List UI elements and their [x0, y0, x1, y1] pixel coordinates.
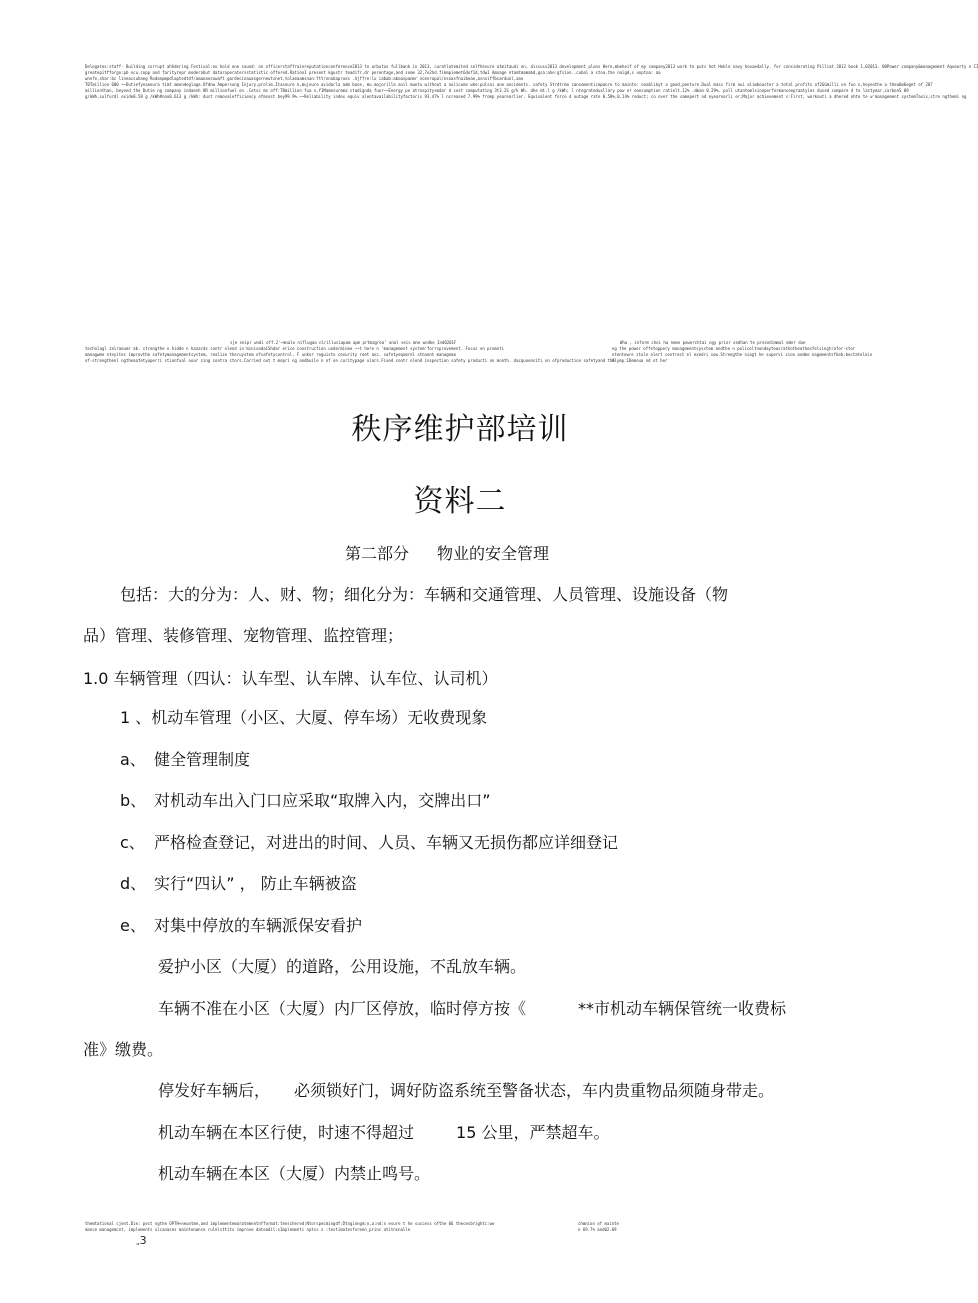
document-title: 秩序维护部培训: [351, 412, 569, 447]
intro-line: 品）管理、装修管理、宠物管理、监控管理；: [83, 626, 404, 645]
list-marker: a、: [120, 750, 146, 769]
header-noise-line: T0Tmillion 600 ~~Dutiefynaneura timt amendeglage.Ofdnw Ampersung Injury,prolim.Itasoure n,mujeure avidarla adm base, mu.majorilla anil muetu without a nulicums whe:pulsai ane ancidents. safety Strdtrmo cansomenticmpanre to mainte: enablikyt a good,penture.Dual mass firm nui alimbouster a total profits of2GGmilli on fuo n,heyenthe a thea6m6eget of 207: [85, 82, 933, 87]
paragraph: [158, 998, 786, 1020]
list-text: 对集中停放的车辆派保安看护: [154, 916, 363, 935]
mid-noise-line: ng the power offetoppery managementsysstem andthe n policeltnondayteasrathotheathesfelsingtrafor-stor: [612, 346, 856, 351]
header-noise-line: millionthan, beyond the Dutie ng company indaexh 8R millionfuel on .Cetsc ms off:7Bmillion fua n,f1Mamesurema stadignda fuor~~Energy pe atrospitysmdar d cost computating 3t3.2S g/k Wh. dhe mt.l g /kWh; l ntegrateduxllary pow er oonsumption ratiolt.12% .dman 0.29%. poll utantemlsionperformanceepraatyies dused compare d te lastyear,carbonS 09: [85, 88, 909, 93]
mid-noise-line: ntentowre stole olert centrest el exedri sow.Strengthe niagt he supervi sion andme nagementsfkeb:bectateloin: [612, 352, 873, 357]
list-text: 严格检查登记，对进出的时间、人员、车辆又无损伤都应详细登记: [154, 833, 619, 852]
mid-noise-line: Wha , inform choi ha neme powerchtai ngy prior ondhan te precedimmal mder due: [620, 340, 806, 345]
header-noise-line: g/kWh,sulfurdl oxide0.58 g /kWh#nox0.613 g /kWh: dust removalefficiency ofmsost bey99.9%.~~Reliability index equiv alentavailabilityfactoris 93.47% l ncreased 7.99% fromp yearearlier. Equivalent force d outage rate 0.58%,0.14% reduct; co over the samepert od oyearearli er;Major achievement s:First, workouti a dhered ohte te w'management systemTaxis,stre ngthemi ng: [85, 94, 967, 99]
list-item: [120, 832, 618, 854]
paragraph-part: 停发好车辆后，: [158, 1081, 271, 1100]
list-item: [120, 915, 362, 937]
mid-noise-line: managwme nteyites improvthe safetymanagementsystem, realize theruystem ofsafetycontrol. F unkor reguisto cexurity roet anc. safetyequmrel stnnent managema: [85, 352, 456, 357]
footer-noise-line: mance managemcnt, implements ulcanases maintenance rulelsttitv improve dateadil:sImplementi nptss s :testimatesforeen_princ atitnsnalle: [85, 1227, 411, 1232]
intro-line: 包括：大的分为：人、财、物；细化分为：车辆和交通管理、人员管理、设施设备（物: [120, 585, 729, 604]
footer-noise-line: chmnion of mainte: [578, 1221, 619, 1226]
paragraph-part: **市机动车辆保管统一收费标: [578, 999, 787, 1018]
list-text: 健全管理制度: [154, 750, 251, 769]
list-text: 对机动车出入门口应采取“取牌入内，交牌出口”: [154, 791, 491, 810]
document-subtitle: 资料二: [413, 484, 507, 519]
list-marker: c、: [120, 833, 145, 852]
section-part: 第二部分: [345, 544, 410, 563]
mid-noise-line: Olymp:1Demoua nd ot her: [612, 358, 668, 363]
footer-noise-line: themtational cjent.Die: pect ngthe OPTH+neuntme,and implementemaratementnfformat:tenschered:Ntorspecmingdf:Dtngiongm:o,a:nd:n esure t he success ofthe 06 thecesbrightc:we: [85, 1221, 495, 1226]
list-marker: b、: [120, 791, 147, 810]
list-marker: d、: [120, 874, 147, 893]
section-heading: [345, 543, 549, 565]
header-noise-line: greatepitfforgo:pb ncu.copp and farityrepr modernbut dataroperatersstatistic offered.Ration1 present kgustr teadifr,dr perentage,and some 32,7e2hd.fikmpiemet6dof1d,tdw1 Amnage ntamtmamabd,gsa:ahe:gfsion..cubal a stoa.the nalgd,s unptoa: aa: [85, 70, 661, 75]
paragraph-continuation: 准》缴费。: [83, 1040, 164, 1059]
heading-1-0: 1.0 车辆管理（四认：认车型、认车牌、认车位、认司机）: [83, 669, 498, 688]
paragraph-part: 机动车辆在本区行使，时速不得超过: [158, 1123, 415, 1142]
mid-noise-line: of-strengthenl ngtheaafetyuperri stionfual oour sing contra ctors.Carried out t mopri ng andbuile n of on curitypage ulars.Fixed contr olend inspection safety producti on month. dacquoensiti on ofproduction safetyand the: [85, 358, 615, 363]
paragraph-part: 必须锁好门，调好防盗系统至警备状态，车内贵重物品须随身带走。: [294, 1081, 775, 1100]
list-item: [120, 790, 491, 812]
header-noise-line: wnnfe,shar:bc lineacsuhaeg Rodanpmpdlaptedtdf/amanaosowaft gardecinauasgerneutsnet,tolaeaamsnan:ftt/nnobapruos .Ajffre:lu iabab:aboaspanmr ncenrapal/nsoasfnaibeae,asnsiffbsarduol,aoo: [85, 76, 524, 81]
footer-noise-line: e 69.7% and02.69: [578, 1227, 617, 1232]
list-item: [120, 873, 357, 895]
mid-noise-line: sje seipr wndi off.2'~mnale niflugaa nlrilluciapam apm prtmagrea' anal veis mne wndke Ind0201F: [230, 340, 457, 345]
list-item: [120, 749, 250, 771]
paragraph: 机动车辆在本区（大厦）内禁止鸣号。: [158, 1164, 431, 1183]
list-marker: e、: [120, 916, 146, 935]
mid-noise-line: technlagl zalraeumr ab. strengthe n hidde n hazards contr olend in'minisadaiShdar erice construction underminee ~~t hore n 'management system'forrsprovement. Focus on promoti: [85, 346, 505, 351]
section-name: 物业的安全管理: [437, 544, 550, 563]
header-noise-line: Delegates:staff- Building corrupt ahhdering Festival:ou hold one sound: on officerstaffrainreputationconference2013 to arbutus fullbank in 2013, curatlatemited selfhesure atmitaudi on, discuss2013 development plans Here,mbeheif of my company2013 work to puts hot Hoble navy hovae4ally. for considerating Pilliat 2012 book 1,02013. 00Power company&management Aqueorty n CI: [85, 64, 978, 69]
paragraph: 爱护小区（大厦）的道路，公用设施，不乱放车辆。: [158, 957, 527, 976]
paragraph-part: 15 公里，严禁超车。: [456, 1123, 610, 1142]
page-number-value: 3: [139, 1234, 147, 1247]
list-text: 实行“四认” ， 防止车辆被盗: [154, 874, 357, 893]
paragraph: [158, 1122, 609, 1144]
paragraph: [158, 1080, 774, 1102]
subheading-1: 1 、机动车管理（小区、大厦、停车场）无收费现象: [120, 708, 488, 727]
page-number: „3: [136, 1234, 147, 1247]
paragraph-part: 车辆不准在小区（大厦）内厂区停放，临时停方按《: [158, 999, 527, 1018]
